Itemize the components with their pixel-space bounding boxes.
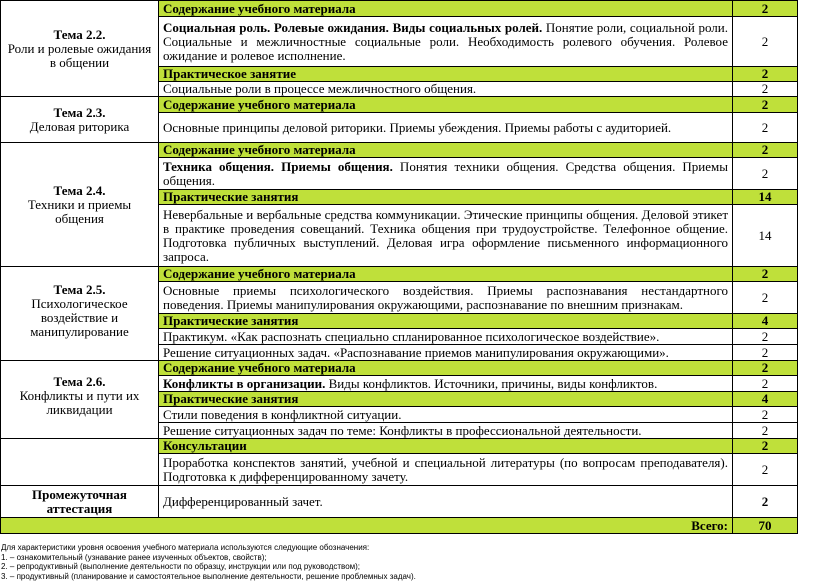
hours-value: 2 — [733, 329, 798, 345]
content-header: Содержание учебного материала — [159, 97, 733, 113]
note-line: 1. – ознакомительный (узнавание ранее изученных объектов, свойств); — [1, 552, 267, 562]
topic-title: Тема 2.4. — [53, 182, 106, 198]
topic-cell — [1, 1, 159, 97]
content-cell: Основные принципы деловой риторики. Приемы убеждения. Приемы работы с аудиторией. — [159, 113, 733, 143]
table-row — [1, 518, 798, 534]
content-cell — [159, 158, 733, 190]
topic-name: Конфликты и пути их ликвидации — [19, 388, 140, 417]
content-cell — [159, 376, 733, 392]
practical-header: Практические занятия — [159, 190, 733, 205]
hours-value: 2 — [733, 407, 798, 423]
content-bold: Конфликты в организации. — [163, 375, 326, 391]
hours-value: 2 — [733, 113, 798, 143]
hours-value: 2 — [733, 361, 798, 376]
hours-value: 2 — [733, 439, 798, 454]
hours-value: 2 — [733, 267, 798, 282]
hours-value: 2 — [733, 82, 798, 97]
topic-cell — [1, 486, 159, 518]
hours-value: 2 — [733, 282, 798, 314]
topic-name: Деловая риторика — [29, 118, 130, 134]
hours-value: 4 — [733, 314, 798, 329]
note-line: 2. – репродуктивный (выполнение деятельности по образцу, инструкции или под руководством); — [1, 562, 361, 571]
content-cell: Стили поведения в конфликтной ситуации. — [159, 407, 733, 423]
hours-value: 2 — [733, 17, 798, 67]
table-row — [1, 143, 798, 158]
content-text: Понятия техники общения. Средства общения. Приемы общения. — [163, 158, 728, 188]
topic-cell — [1, 267, 159, 361]
hours-value: 4 — [733, 392, 798, 407]
hours-value: 2 — [733, 1, 798, 17]
content-text: Виды конфликтов. Источники, причины, виды конфликтов. — [325, 375, 658, 391]
hours-value: 2 — [733, 486, 798, 518]
table-row — [1, 486, 798, 518]
topic-title: Тема 2.3. — [53, 104, 106, 120]
table-row — [1, 267, 798, 282]
notes-intro: Для характеристики уровня освоения учебного материала используются следующие обозначения: — [1, 543, 370, 552]
content-cell: Проработка конспектов занятий, учебной и специальной литературы (по вопросам преподавателя). Подготовка к дифференцированному зачету. — [159, 454, 733, 486]
topic-name: Роли и ролевые ожидания в общении — [7, 40, 152, 70]
content-text: Понятие роли, социальной роли. Социальные и межличностные социальные роли. Необходимость ролевого обучения. Ролевое ожидание и ролевое исполнение. — [163, 19, 728, 63]
final-title: Промежуточная аттестация — [32, 486, 127, 516]
note-line: 3. – продуктивный (планирование и самостоятельное выполнение деятельности, решение проблемных задач). — [1, 571, 416, 581]
table-row — [1, 361, 798, 376]
content-cell — [159, 17, 733, 67]
topic-title: Тема 2.2. — [53, 26, 106, 42]
hours-value: 14 — [733, 205, 798, 267]
empty-cell — [1, 439, 159, 486]
topic-cell — [1, 97, 159, 143]
content-cell: Дифференцированный зачет. — [159, 486, 733, 518]
content-cell: Основные приемы психологического воздействия. Приемы распознавания нестандартного поведения. Приемы манипулирования окружающими, распознавание по внешним признакам. — [159, 282, 733, 314]
content-cell: Невербальные и вербальные средства коммуникации. Этические принципы общения. Деловой этикет в практике проведения совещаний. Техника общения при трудоустройстве. Телефонное общение. Подготовка публичных выступлений. Деловая игра оформление письменного информационного запроса. — [159, 205, 733, 267]
topic-title: Тема 2.5. — [53, 282, 106, 297]
content-header: Содержание учебного материала — [159, 1, 733, 17]
practical-header: Практические занятия — [159, 314, 733, 329]
hours-value: 2 — [733, 67, 798, 82]
hours-value: 2 — [733, 376, 798, 392]
content-header: Содержание учебного материала — [159, 267, 733, 282]
total-label: Всего: — [1, 518, 733, 534]
content-cell: Практикум. «Как распознать специально спланированное психологическое воздействие». — [159, 329, 733, 345]
content-header: Содержание учебного материала — [159, 361, 733, 376]
topic-cell — [1, 361, 159, 439]
content-cell: Социальные роли в процессе межличностного общения. — [159, 82, 733, 97]
consultations-header: Консультации — [159, 439, 733, 454]
topic-title: Тема 2.6. — [53, 374, 106, 389]
topic-name: Психологическое воздействие и манипулирование — [30, 296, 129, 339]
content-bold: Техника общения. Приемы общения. — [163, 158, 393, 174]
hours-value: 2 — [733, 454, 798, 486]
hours-value: 2 — [733, 143, 798, 158]
table-row — [1, 439, 798, 454]
practical-header: Практическое занятие — [159, 67, 733, 82]
content-bold: Социальная роль. Ролевые ожидания. Виды социальных ролей. — [163, 19, 543, 35]
content-header: Содержание учебного материала — [159, 143, 733, 158]
hours-value: 2 — [733, 345, 798, 361]
topic-name: Техники и приемы общения — [27, 196, 132, 226]
hours-value: 14 — [733, 190, 798, 205]
hours-value: 2 — [733, 158, 798, 190]
practical-header: Практические занятия — [159, 392, 733, 407]
hours-value: 2 — [733, 97, 798, 113]
table-row — [1, 1, 798, 17]
content-cell: Решение ситуационных задач. «Распознавание приемов манипулирования окружающими». — [159, 345, 733, 361]
legend-notes — [1, 543, 813, 581]
topic-cell — [1, 143, 159, 267]
table-row — [1, 97, 798, 113]
content-cell: Решение ситуационных задач по теме: Конфликты в профессиональной деятельности. — [159, 423, 733, 439]
total-value: 70 — [733, 518, 798, 534]
hours-value: 2 — [733, 423, 798, 439]
